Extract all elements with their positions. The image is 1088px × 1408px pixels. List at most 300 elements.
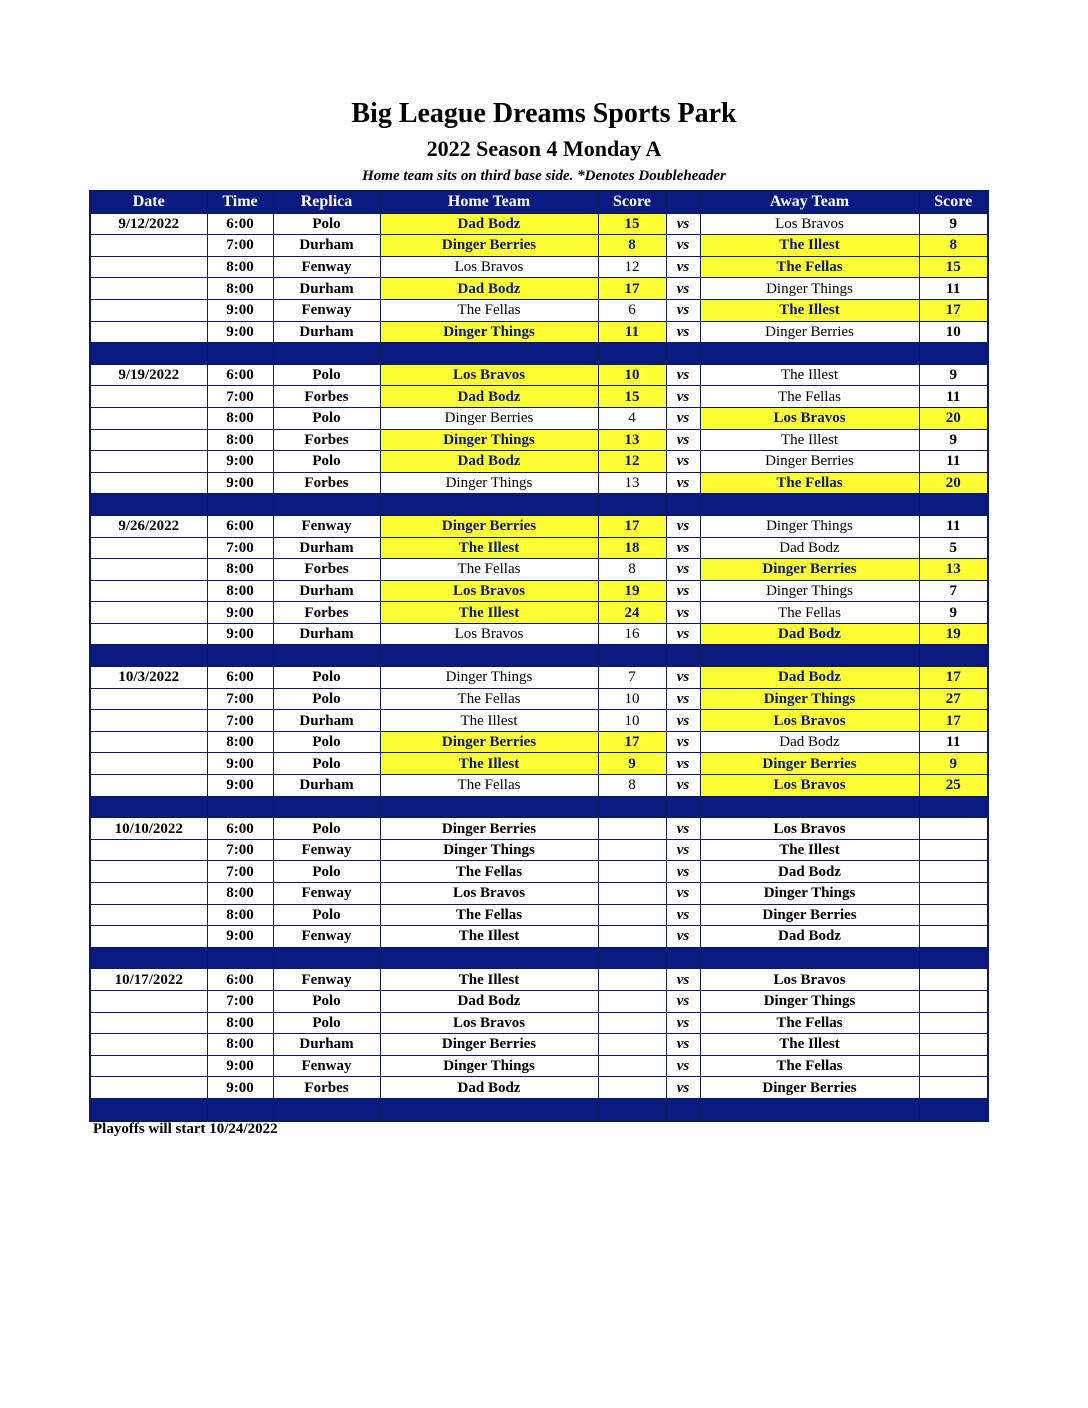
game-date <box>90 731 207 753</box>
separator-cell <box>598 343 666 365</box>
away-score: 9 <box>919 364 988 386</box>
separator-cell <box>666 947 700 969</box>
vs-label: vs <box>666 580 700 602</box>
game-row <box>90 688 988 710</box>
away-team: Los Bravos <box>700 710 919 732</box>
separator-cell <box>700 494 919 516</box>
game-field: Durham <box>273 321 380 343</box>
game-field: Fenway <box>273 299 380 321</box>
game-field: Polo <box>273 818 380 840</box>
game-time: 8:00 <box>207 1012 273 1034</box>
home-score: 17 <box>598 278 666 300</box>
game-field: Polo <box>273 1012 380 1034</box>
game-time: 8:00 <box>207 731 273 753</box>
game-date <box>90 386 207 408</box>
col-away-score: Score <box>919 191 988 213</box>
game-time: 6:00 <box>207 213 273 235</box>
game-field: Durham <box>273 623 380 645</box>
home-score: 13 <box>598 472 666 494</box>
vs-label: vs <box>666 429 700 451</box>
col-time: Time <box>207 191 273 213</box>
home-score <box>598 883 666 905</box>
home-score: 8 <box>598 235 666 257</box>
game-field: Fenway <box>273 256 380 278</box>
vs-label: vs <box>666 321 700 343</box>
game-time: 8:00 <box>207 429 273 451</box>
header-row <box>90 191 988 213</box>
game-field: Polo <box>273 688 380 710</box>
separator-cell <box>273 343 380 365</box>
game-time: 8:00 <box>207 407 273 429</box>
home-team: Dinger Berries <box>380 1034 598 1056</box>
vs-label: vs <box>666 472 700 494</box>
away-team: Dinger Things <box>700 883 919 905</box>
separator-cell <box>273 494 380 516</box>
separator-cell <box>380 947 598 969</box>
game-date <box>90 580 207 602</box>
away-team: Dad Bodz <box>700 731 919 753</box>
game-row <box>90 256 988 278</box>
separator-cell <box>700 645 919 667</box>
away-score: 20 <box>919 407 988 429</box>
separator-cell <box>598 1098 666 1120</box>
away-score <box>919 990 988 1012</box>
game-date <box>90 990 207 1012</box>
game-date <box>90 926 207 948</box>
game-date <box>90 688 207 710</box>
home-score: 15 <box>598 213 666 235</box>
away-team: Los Bravos <box>700 775 919 797</box>
away-team: The Fellas <box>700 472 919 494</box>
home-team: Dinger Things <box>380 472 598 494</box>
home-score <box>598 1055 666 1077</box>
home-team: Los Bravos <box>380 883 598 905</box>
home-team: Los Bravos <box>380 1012 598 1034</box>
vs-label: vs <box>666 299 700 321</box>
home-team: Dinger Things <box>380 667 598 689</box>
home-team: Dinger Things <box>380 321 598 343</box>
game-row <box>90 990 988 1012</box>
game-field: Polo <box>273 731 380 753</box>
separator-cell <box>207 343 273 365</box>
away-score: 11 <box>919 386 988 408</box>
home-team: The Illest <box>380 710 598 732</box>
away-team: Dad Bodz <box>700 861 919 883</box>
separator-cell <box>207 645 273 667</box>
home-team: Dad Bodz <box>380 1077 598 1099</box>
away-team: The Illest <box>700 429 919 451</box>
home-team: Dad Bodz <box>380 990 598 1012</box>
game-time: 6:00 <box>207 969 273 991</box>
vs-label: vs <box>666 688 700 710</box>
game-time: 7:00 <box>207 688 273 710</box>
game-time: 9:00 <box>207 1055 273 1077</box>
game-date <box>90 753 207 775</box>
game-date <box>90 710 207 732</box>
game-date <box>90 602 207 624</box>
vs-label: vs <box>666 775 700 797</box>
away-score <box>919 818 988 840</box>
separator-cell <box>273 947 380 969</box>
away-team: Dinger Things <box>700 688 919 710</box>
col-replica: Replica <box>273 191 380 213</box>
separator-cell <box>919 645 988 667</box>
home-score <box>598 1012 666 1034</box>
game-time: 9:00 <box>207 753 273 775</box>
separator-cell <box>207 494 273 516</box>
separator-cell <box>666 343 700 365</box>
away-score: 17 <box>919 299 988 321</box>
away-score: 9 <box>919 753 988 775</box>
game-row <box>90 623 988 645</box>
game-time: 8:00 <box>207 256 273 278</box>
separator-cell <box>207 1098 273 1120</box>
separator-cell <box>380 1098 598 1120</box>
vs-label: vs <box>666 1012 700 1034</box>
home-team: The Illest <box>380 753 598 775</box>
game-time: 7:00 <box>207 990 273 1012</box>
home-team: The Fellas <box>380 775 598 797</box>
game-field: Polo <box>273 407 380 429</box>
game-row <box>90 278 988 300</box>
away-team: Dinger Things <box>700 515 919 537</box>
game-field: Fenway <box>273 1055 380 1077</box>
vs-label: vs <box>666 364 700 386</box>
game-time: 8:00 <box>207 580 273 602</box>
separator-cell <box>90 494 207 516</box>
vs-label: vs <box>666 818 700 840</box>
away-score: 7 <box>919 580 988 602</box>
game-row <box>90 299 988 321</box>
vs-label: vs <box>666 990 700 1012</box>
separator-cell <box>380 645 598 667</box>
week-separator <box>90 645 988 667</box>
away-score <box>919 904 988 926</box>
game-date <box>90 429 207 451</box>
game-date <box>90 1077 207 1099</box>
home-score: 13 <box>598 429 666 451</box>
home-score: 18 <box>598 537 666 559</box>
away-team: Dinger Things <box>700 278 919 300</box>
game-date <box>90 861 207 883</box>
away-team: The Fellas <box>700 1012 919 1034</box>
away-team: Los Bravos <box>700 407 919 429</box>
away-team: Dinger Berries <box>700 753 919 775</box>
game-date: 10/10/2022 <box>90 818 207 840</box>
home-score <box>598 969 666 991</box>
week-separator <box>90 796 988 818</box>
home-score <box>598 1077 666 1099</box>
game-row <box>90 472 988 494</box>
game-row <box>90 818 988 840</box>
home-team: Dinger Berries <box>380 515 598 537</box>
away-score: 10 <box>919 321 988 343</box>
away-team: Los Bravos <box>700 818 919 840</box>
separator-cell <box>666 796 700 818</box>
game-row <box>90 1055 988 1077</box>
game-time: 8:00 <box>207 559 273 581</box>
away-team: The Fellas <box>700 1055 919 1077</box>
season-subtitle: 2022 Season 4 Monday A <box>426 136 662 161</box>
separator-cell <box>90 947 207 969</box>
away-score <box>919 1055 988 1077</box>
game-time: 9:00 <box>207 299 273 321</box>
vs-label: vs <box>666 559 700 581</box>
away-score: 11 <box>919 451 988 473</box>
separator-cell <box>666 1098 700 1120</box>
game-time: 8:00 <box>207 883 273 905</box>
away-team: Dinger Berries <box>700 559 919 581</box>
separator-cell <box>919 796 988 818</box>
game-field: Polo <box>273 904 380 926</box>
game-field: Forbes <box>273 386 380 408</box>
away-team: Dinger Berries <box>700 321 919 343</box>
game-time: 9:00 <box>207 472 273 494</box>
game-field: Durham <box>273 580 380 602</box>
game-row <box>90 451 988 473</box>
vs-label: vs <box>666 386 700 408</box>
game-date <box>90 775 207 797</box>
game-field: Durham <box>273 710 380 732</box>
game-row <box>90 1012 988 1034</box>
vs-label: vs <box>666 602 700 624</box>
home-team: The Illest <box>380 602 598 624</box>
game-row <box>90 515 988 537</box>
away-team: The Fellas <box>700 256 919 278</box>
vs-label: vs <box>666 1055 700 1077</box>
game-time: 9:00 <box>207 775 273 797</box>
away-team: Dad Bodz <box>700 623 919 645</box>
game-date <box>90 559 207 581</box>
away-score: 5 <box>919 537 988 559</box>
game-field: Forbes <box>273 559 380 581</box>
vs-label: vs <box>666 731 700 753</box>
game-row <box>90 602 988 624</box>
away-team: Dad Bodz <box>700 926 919 948</box>
game-field: Forbes <box>273 1077 380 1099</box>
game-date <box>90 839 207 861</box>
game-time: 6:00 <box>207 515 273 537</box>
col-date: Date <box>90 191 207 213</box>
away-score: 8 <box>919 235 988 257</box>
game-time: 7:00 <box>207 235 273 257</box>
separator-cell <box>666 494 700 516</box>
vs-label: vs <box>666 904 700 926</box>
game-date: 9/19/2022 <box>90 364 207 386</box>
away-team: Dinger Berries <box>700 904 919 926</box>
week-separator <box>90 343 988 365</box>
home-score: 8 <box>598 775 666 797</box>
separator-cell <box>273 1098 380 1120</box>
game-date <box>90 904 207 926</box>
week-separator <box>90 1098 988 1120</box>
home-score <box>598 818 666 840</box>
separator-cell <box>919 1098 988 1120</box>
game-time: 6:00 <box>207 818 273 840</box>
away-team: The Illest <box>700 299 919 321</box>
separator-cell <box>90 796 207 818</box>
home-score: 10 <box>598 710 666 732</box>
week-separator <box>90 947 988 969</box>
vs-label: vs <box>666 623 700 645</box>
home-team: Dinger Things <box>380 839 598 861</box>
home-score: 10 <box>598 688 666 710</box>
vs-label: vs <box>666 235 700 257</box>
game-field: Durham <box>273 278 380 300</box>
home-team: Los Bravos <box>380 623 598 645</box>
home-score <box>598 904 666 926</box>
away-score <box>919 861 988 883</box>
game-time: 7:00 <box>207 386 273 408</box>
game-time: 7:00 <box>207 839 273 861</box>
game-row <box>90 407 988 429</box>
schedule-table <box>89 190 989 1122</box>
game-field: Durham <box>273 1034 380 1056</box>
away-score: 25 <box>919 775 988 797</box>
home-team: The Illest <box>380 926 598 948</box>
separator-cell <box>919 947 988 969</box>
vs-label: vs <box>666 753 700 775</box>
home-team: The Illest <box>380 537 598 559</box>
game-time: 6:00 <box>207 667 273 689</box>
separator-cell <box>598 947 666 969</box>
game-field: Polo <box>273 753 380 775</box>
game-row <box>90 775 988 797</box>
game-field: Forbes <box>273 472 380 494</box>
game-time: 7:00 <box>207 710 273 732</box>
separator-cell <box>919 494 988 516</box>
game-date: 10/3/2022 <box>90 667 207 689</box>
separator-cell <box>666 645 700 667</box>
game-row <box>90 364 988 386</box>
away-score <box>919 926 988 948</box>
game-row <box>90 213 988 235</box>
separator-cell <box>90 1098 207 1120</box>
away-team: Dinger Berries <box>700 451 919 473</box>
home-score: 8 <box>598 559 666 581</box>
home-score: 17 <box>598 731 666 753</box>
vs-label: vs <box>666 969 700 991</box>
home-team: Dinger Berries <box>380 235 598 257</box>
game-field: Fenway <box>273 839 380 861</box>
game-row <box>90 580 988 602</box>
away-team: Dinger Berries <box>700 1077 919 1099</box>
away-score: 19 <box>919 623 988 645</box>
game-date: 10/17/2022 <box>90 969 207 991</box>
game-field: Polo <box>273 667 380 689</box>
game-time: 9:00 <box>207 602 273 624</box>
home-score: 12 <box>598 451 666 473</box>
home-team: Dad Bodz <box>380 451 598 473</box>
away-score <box>919 1012 988 1034</box>
away-score: 9 <box>919 602 988 624</box>
away-score: 9 <box>919 429 988 451</box>
home-score <box>598 990 666 1012</box>
week-separator <box>90 494 988 516</box>
away-team: The Illest <box>700 1034 919 1056</box>
home-team: Dad Bodz <box>380 278 598 300</box>
game-date <box>90 623 207 645</box>
game-field: Forbes <box>273 602 380 624</box>
separator-cell <box>90 645 207 667</box>
away-team: The Illest <box>700 364 919 386</box>
col-vs <box>666 191 700 213</box>
home-score: 15 <box>598 386 666 408</box>
home-team: Dinger Things <box>380 429 598 451</box>
vs-label: vs <box>666 926 700 948</box>
game-row <box>90 321 988 343</box>
separator-cell <box>90 343 207 365</box>
game-date <box>90 472 207 494</box>
col-away-team: Away Team <box>700 191 919 213</box>
home-score: 16 <box>598 623 666 645</box>
vs-label: vs <box>666 839 700 861</box>
vs-label: vs <box>666 1077 700 1099</box>
away-score <box>919 883 988 905</box>
game-date <box>90 1055 207 1077</box>
col-home-score: Score <box>598 191 666 213</box>
home-team: The Fellas <box>380 861 598 883</box>
game-row <box>90 235 988 257</box>
home-team: Dinger Berries <box>380 818 598 840</box>
vs-label: vs <box>666 213 700 235</box>
game-time: 7:00 <box>207 861 273 883</box>
away-score: 20 <box>919 472 988 494</box>
game-row <box>90 904 988 926</box>
game-date <box>90 1012 207 1034</box>
home-score: 12 <box>598 256 666 278</box>
game-date: 9/26/2022 <box>90 515 207 537</box>
game-date: 9/12/2022 <box>90 213 207 235</box>
game-field: Fenway <box>273 969 380 991</box>
home-score <box>598 926 666 948</box>
vs-label: vs <box>666 256 700 278</box>
game-row <box>90 753 988 775</box>
game-row <box>90 839 988 861</box>
game-date <box>90 883 207 905</box>
game-time: 7:00 <box>207 537 273 559</box>
vs-label: vs <box>666 710 700 732</box>
away-score: 11 <box>919 278 988 300</box>
game-row <box>90 883 988 905</box>
game-time: 9:00 <box>207 1077 273 1099</box>
away-score: 11 <box>919 515 988 537</box>
game-date <box>90 407 207 429</box>
game-field: Polo <box>273 861 380 883</box>
away-score <box>919 839 988 861</box>
home-score: 10 <box>598 364 666 386</box>
home-team: The Fellas <box>380 299 598 321</box>
separator-cell <box>700 796 919 818</box>
home-score: 24 <box>598 602 666 624</box>
separator-cell <box>700 947 919 969</box>
home-team: The Fellas <box>380 559 598 581</box>
vs-label: vs <box>666 407 700 429</box>
vs-label: vs <box>666 1034 700 1056</box>
separator-cell <box>598 796 666 818</box>
game-row <box>90 969 988 991</box>
home-team: Los Bravos <box>380 256 598 278</box>
game-field: Polo <box>273 451 380 473</box>
game-field: Fenway <box>273 515 380 537</box>
game-date <box>90 235 207 257</box>
away-score: 9 <box>919 213 988 235</box>
away-team: Dad Bodz <box>700 667 919 689</box>
home-score <box>598 839 666 861</box>
game-time: 9:00 <box>207 623 273 645</box>
game-row <box>90 559 988 581</box>
home-team: Los Bravos <box>380 580 598 602</box>
